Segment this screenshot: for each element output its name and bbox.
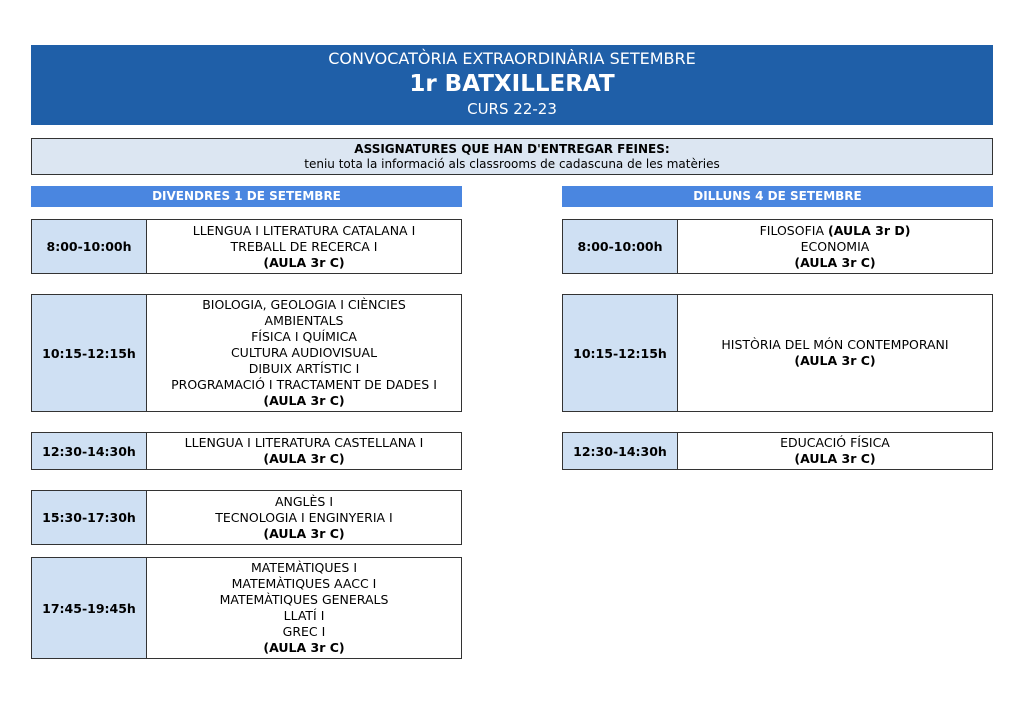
room-label: (AULA 3r C) [263, 393, 345, 408]
slot-time: 15:30-17:30h [32, 491, 147, 544]
room-label: (AULA 3r C) [794, 451, 876, 466]
schedule-slot [31, 294, 462, 412]
schedule-slot [562, 219, 993, 274]
slot-time: 10:15-12:15h [563, 295, 678, 411]
subject-line: TREBALL DE RECERCA I [230, 238, 378, 254]
room-label: (AULA 3r C) [263, 525, 345, 541]
slot-subjects [678, 220, 992, 273]
subject-line [760, 223, 911, 239]
day-header-monday: DILLUNS 4 DE SETEMBRE [562, 186, 993, 207]
schedule-slot [31, 557, 462, 659]
room-label: (AULA 3r C) [263, 451, 345, 466]
slot-subjects [678, 433, 992, 469]
slot-time: 17:45-19:45h [32, 558, 147, 658]
slot-time: 8:00-10:00h [563, 220, 678, 273]
slot-time: 12:30-14:30h [32, 433, 147, 469]
subject-line: MATEMÀTIQUES GENERALS [219, 592, 389, 607]
slot-subjects [147, 220, 461, 273]
schedule-slot [31, 219, 462, 274]
title-banner [31, 45, 993, 125]
schedule-slot [31, 490, 462, 545]
subject-line: ECONOMIA [800, 238, 870, 254]
subject-line: FÍSICA I QUÍMICA [251, 329, 357, 344]
subject-line: ANGLÈS I [274, 493, 334, 509]
room-label: (AULA 3r C) [794, 353, 876, 368]
room-label: (AULA 3r C) [263, 254, 345, 270]
subject-line: BIOLOGIA, GEOLOGIA I CIÈNCIES [202, 297, 406, 312]
subject-line: DIBUIX ARTÍSTIC I [248, 361, 360, 376]
subject-line: TECNOLOGIA I ENGINYERIA I [215, 509, 393, 525]
notice-subtitle: teniu tota la informació als classrooms de cadascuna de les matèries [304, 157, 720, 171]
notice-title: ASSIGNATURES QUE HAN D'ENTREGAR FEINES: [354, 142, 670, 156]
subject-line: LLENGUA I LITERATURA CATALANA I [192, 222, 416, 238]
slot-subjects [147, 433, 461, 469]
exam-call-title: CONVOCATÒRIA EXTRAORDINÀRIA SETEMBRE [328, 49, 696, 68]
subject-line: LLATÍ I [283, 608, 325, 623]
slot-subjects [147, 558, 461, 658]
school-year: CURS 22-23 [467, 100, 557, 118]
subject-name: FILOSOFIA [759, 222, 824, 238]
subject-line: PROGRAMACIÓ I TRACTAMENT DE DADES I [171, 377, 437, 392]
subject-line: MATEMÀTIQUES I [250, 560, 358, 575]
schedule-slot [562, 432, 993, 470]
slot-subjects [678, 295, 992, 411]
slot-subjects [147, 295, 461, 411]
day-header-friday: DIVENDRES 1 DE SETEMBRE [31, 186, 462, 207]
slot-time: 12:30-14:30h [563, 433, 678, 469]
subject-line: LLENGUA I LITERATURA CASTELLANA I [184, 435, 424, 450]
course-level-title: 1r BATXILLERAT [409, 71, 615, 97]
schedule-slot [562, 294, 993, 412]
subject-line: HISTÒRIA DEL MÓN CONTEMPORANI [721, 337, 949, 352]
notice-box [31, 138, 993, 175]
slot-time: 10:15-12:15h [32, 295, 147, 411]
slot-subjects [147, 491, 461, 544]
subject-line: MATEMÀTIQUES AACC I [231, 576, 377, 591]
room-label: (AULA 3r C) [263, 640, 345, 655]
subject-line: GREC I [282, 624, 326, 639]
subject-line: AMBIENTALS [264, 313, 344, 328]
schedule-slot [31, 432, 462, 470]
room-label: (AULA 3r D) [827, 222, 911, 238]
subject-line: CULTURA AUDIOVISUAL [230, 345, 378, 360]
slot-time: 8:00-10:00h [32, 220, 147, 273]
room-label: (AULA 3r C) [794, 254, 876, 270]
subject-line: EDUCACIÓ FÍSICA [780, 435, 890, 450]
